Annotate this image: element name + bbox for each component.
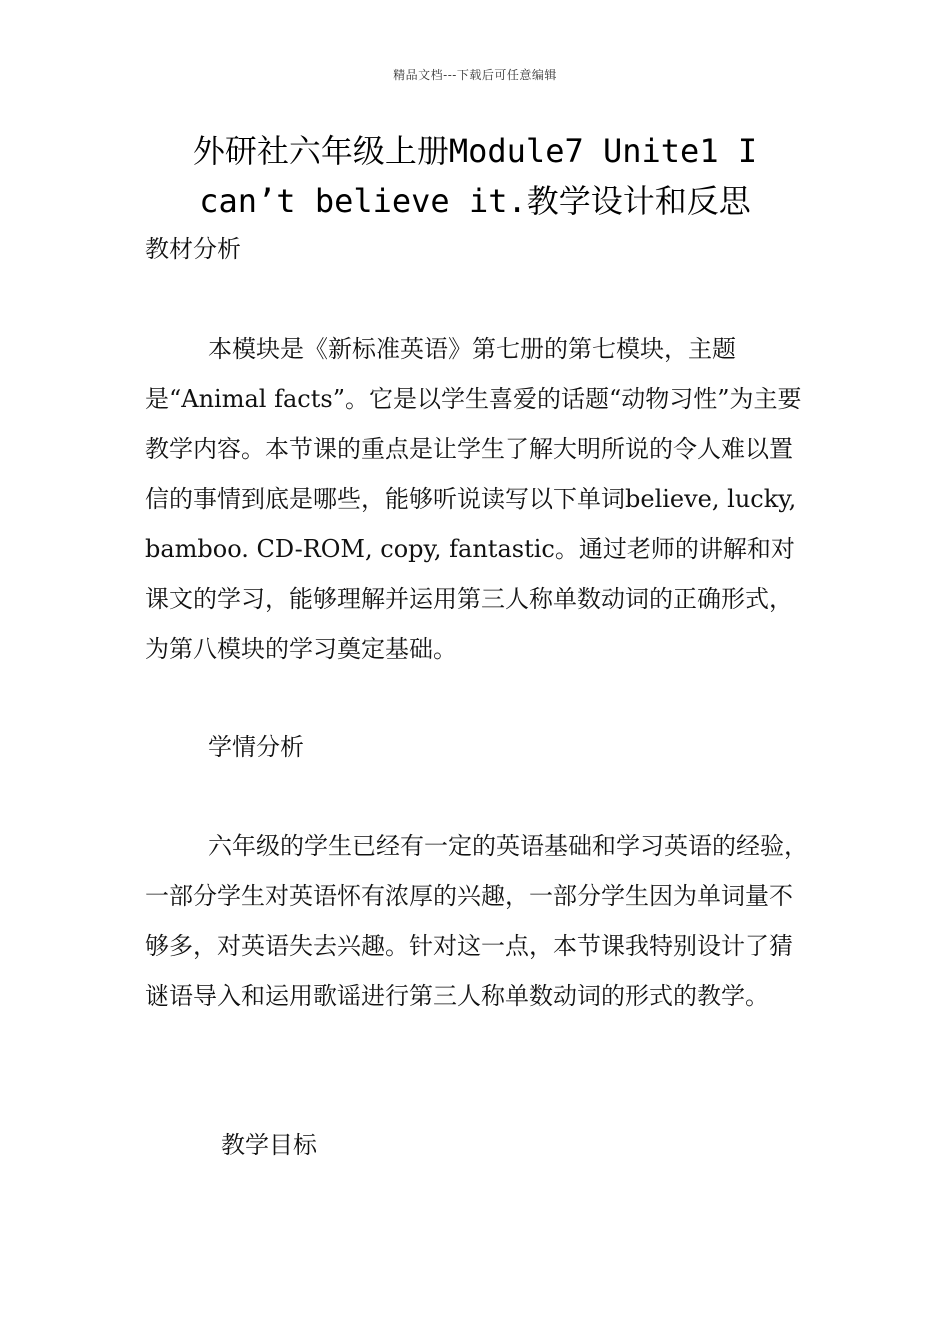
paragraph-textbook-analysis: 本模块是《新标准英语》第七册的第七模块，主题是“Animal facts”。它是以学生喜爱的话题“动物习性”为主要教学内容。本节课的重点是让学生了解大明所说的令人难以置信的事情到底是哪些，能够听说读写以下单词believe, lucky, bamboo. CD-ROM, copy, fantastic。通过老师的讲解和对课文的学习，能够理解并运用第三人称单数动词的正确形式，为第八模块的学习奠定基础。: [145, 335, 802, 663]
section-heading-student-analysis: 学情分析: [208, 733, 304, 761]
section-heading-teaching-objectives: 教学目标: [221, 1131, 317, 1159]
header-note: 精品文档---下载后可任意编辑: [393, 68, 557, 82]
section-heading-textbook-analysis: 教材分析: [145, 235, 241, 263]
paragraph-student-analysis: 六年级的学生已经有一定的英语基础和学习英语的经验，一部分学生对英语怀有浓厚的兴趣，一部分学生因为单词量不够多，对英语失去兴趣。针对这一点，本节课我特别设计了猜谜语导入和运用歌谣进行第三人称单数动词的形式的教学。: [145, 832, 808, 1010]
document-title: 外研社六年级上册Module7 Unite1 I can’t believe it.教学设计和反思: [192, 132, 758, 220]
